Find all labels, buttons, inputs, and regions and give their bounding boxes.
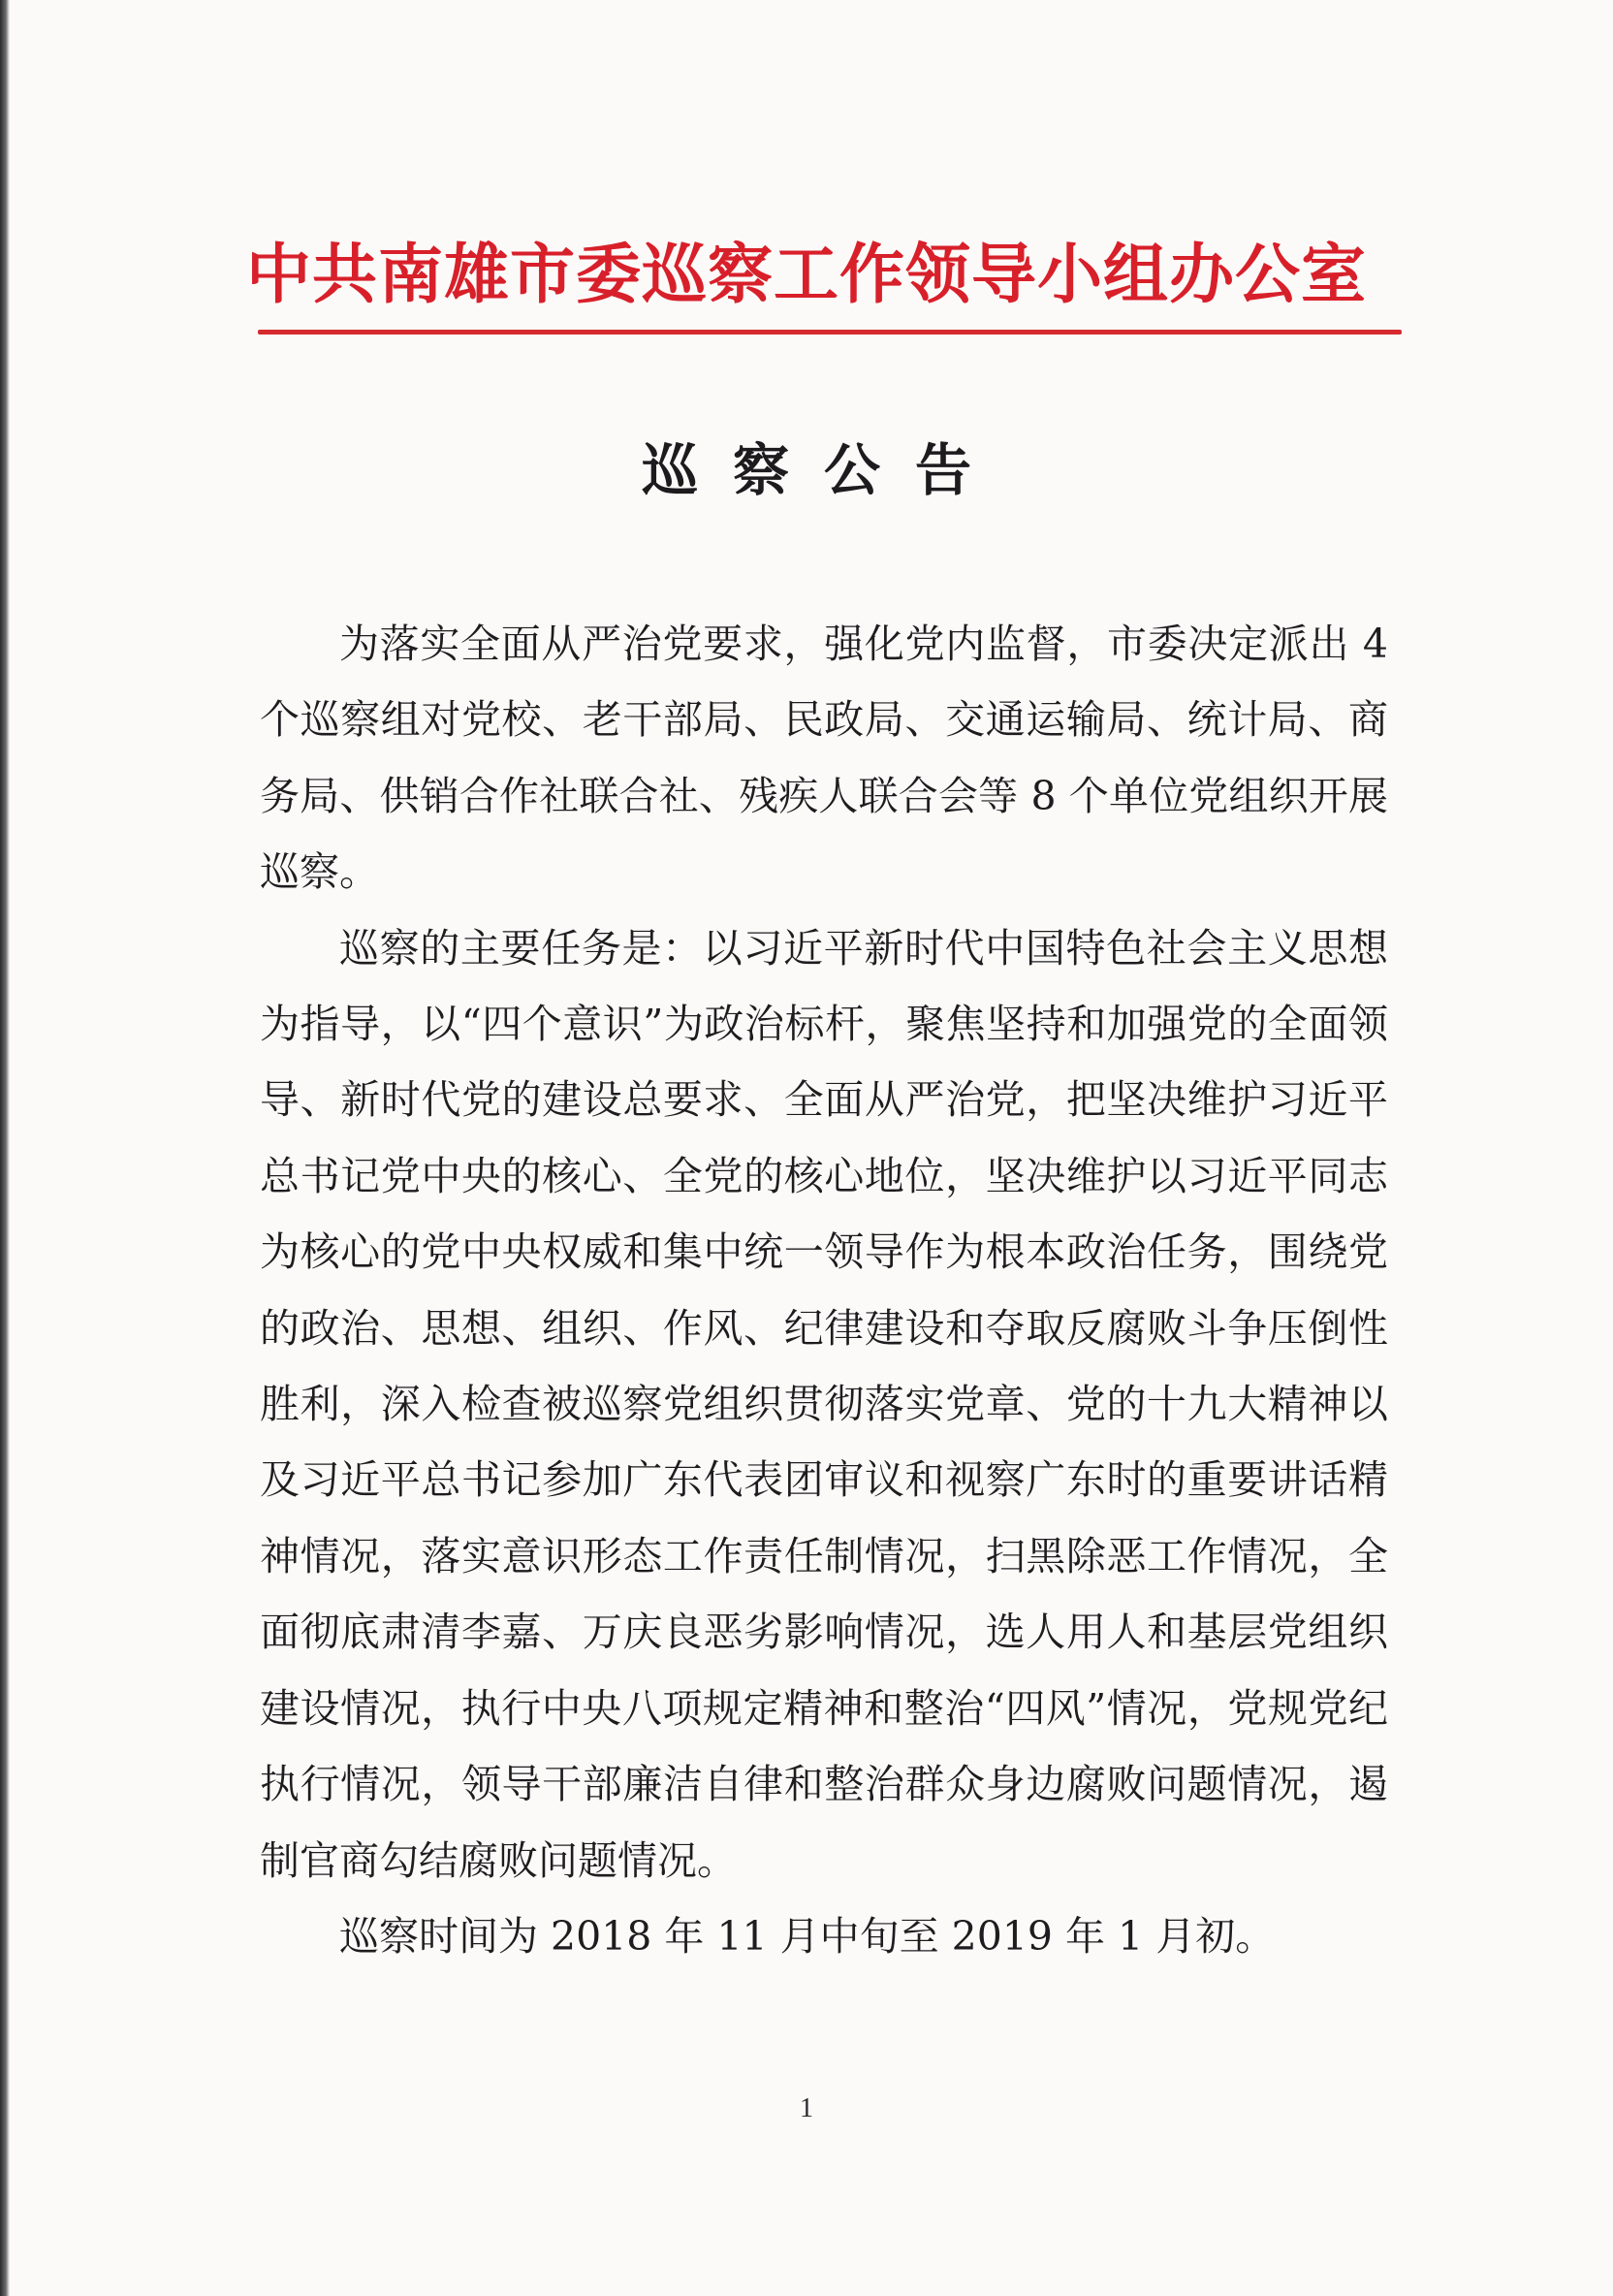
page-edge-shadow — [0, 0, 10, 2296]
issuing-office-header: 中共南雄市委巡察工作领导小组办公室 — [246, 237, 1367, 312]
body-paragraph-3: 巡察时间为 2018 年 11 月中旬至 2019 年 1 月初。 — [339, 1912, 1276, 1960]
body-paragraph-1: 为落实全面从严治党要求，强化党内监督，市委决定派出 4 个巡察组对党校、老干部局、民政局、交通运输局、统计局、商务局、供销合作社联合社、残疾人联合会等 8 个单位党组织开展巡察。 — [260, 621, 1388, 896]
page-number: 1 — [800, 2093, 813, 2123]
red-header-rule — [258, 330, 1402, 335]
notice-title: 巡察公告 — [641, 437, 1006, 503]
notice-body — [260, 606, 1388, 1974]
body-paragraph-2: 巡察的主要任务是：以习近平新时代中国特色社会主义思想为指导，以“四个意识”为政治标杆，聚焦坚持和加强党的全面领导、新时代党的建设总要求、全面从严治党，把坚决维护习近平总书记党中央的核心、全党的核心地位，坚决维护以习近平同志为核心的党中央权威和集中统一领导作为根本政治任务，围绕党的政治、思想、组织、作风、纪律建设和夺取反腐败斗争压倒性胜利，深入检查被巡察党组织贯彻落实党章、党的十九大精神以及习近平总书记参加广东代表团审议和视察广东时的重要讲话精神情况，落实意识形态工作责任制情况，扫黑除恶工作情况，全面彻底肃清李嘉、万庆良恶劣影响情况，选人用人和基层党组织建设情况，执行中央八项规定精神和整治“四风”情况，党规党纪执行情况，领导干部廉洁自律和整治群众身边腐败问题情况，遏制官商勾结腐败问题情况。 — [260, 924, 1388, 1884]
